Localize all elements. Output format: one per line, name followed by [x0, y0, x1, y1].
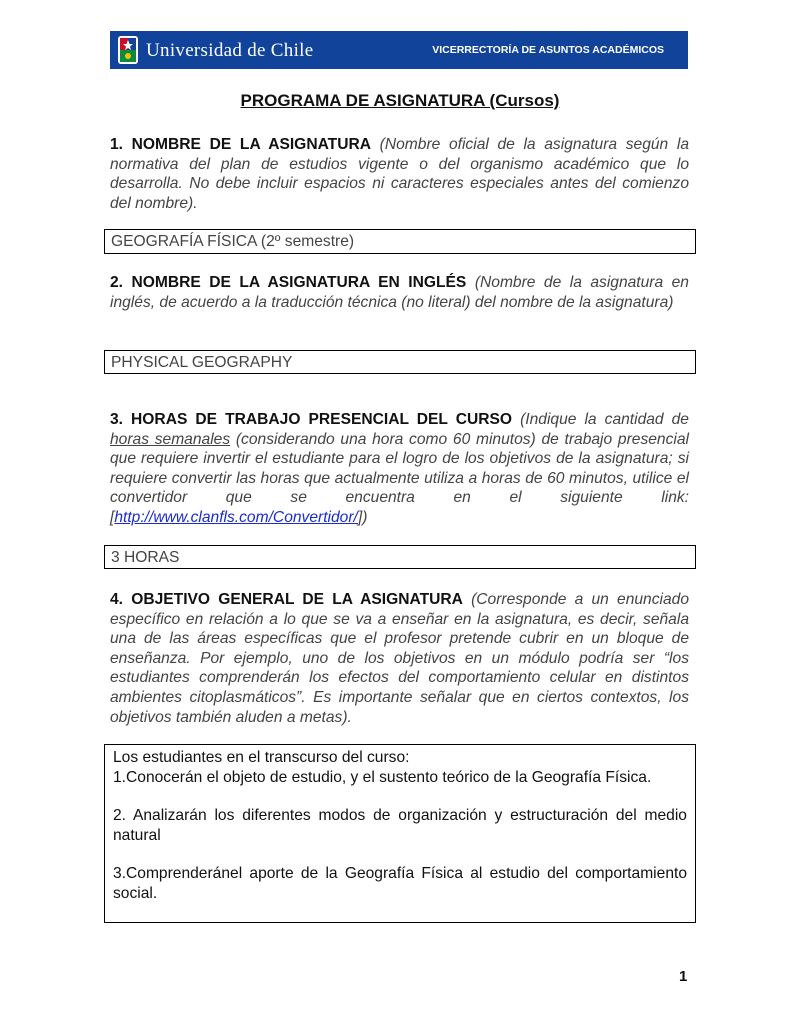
section-1-answer-box: [104, 229, 696, 254]
objectives-intro: Los estudiantes en el transcurso del curso:: [113, 749, 410, 766]
section-1-answer: GEOGRAFÍA FÍSICA (2º semestre): [111, 233, 355, 250]
section-1-hint: (Nombre oficial de la asignatura según la normativa del plan de estudios vigente o del organismo académico que lo desarrolla. No debe incluir espacios ni caracteres especiales antes del comienzo del nombre).: [110, 136, 689, 212]
section-4-text: [110, 590, 689, 727]
page-title: PROGRAMA DE ASIGNATURA (Cursos): [240, 91, 560, 110]
university-name: Universidad de Chile: [146, 40, 314, 61]
section-4-heading: 4. OBJETIVO GENERAL DE LA ASIGNATURA: [110, 591, 463, 608]
section-3-hint: [110, 411, 689, 526]
weekly-hours-term: horas semanales: [110, 430, 231, 448]
section-2-answer: PHYSICAL GEOGRAPHY: [111, 354, 293, 371]
section-3-answer: 3 HORAS: [111, 549, 180, 566]
university-crest-icon: [117, 35, 139, 65]
section-3-answer-box: [104, 545, 696, 569]
converter-link[interactable]: http://www.clanfls.com/Convertidor/: [114, 508, 358, 526]
section-3-hint-end: ]): [357, 508, 368, 526]
office-name: VICERRECTORÍA DE ASUNTOS ACADÉMICOS: [432, 44, 664, 56]
section-2-heading: 2. NOMBRE DE LA ASIGNATURA EN INGLÉS: [110, 274, 467, 291]
section-3-heading: 3. HORAS DE TRABAJO PRESENCIAL DEL CURSO: [110, 411, 513, 428]
section-2-text: [110, 273, 689, 312]
section-3-hint-after: (considerando una hora como 60 minutos) de trabajo presencial que requiere invertir el estudiante para el logro de los objetivos de la asignatura; si requiere convertir las horas que actualmente utiliza a horas de 60 minutos, utilice el convertidor que se encuentra en el siguiente link: [: [110, 430, 689, 526]
objective-item-1: 1.Conocerán el objeto de estudio, y el sustento teórico de la Geografía Física.: [113, 768, 652, 786]
section-1-heading: 1. NOMBRE DE LA ASIGNATURA: [110, 136, 371, 153]
section-2-hint: (Nombre de la asignatura en inglés, de acuerdo a la traducción técnica (no literal) del nombre de la asignatura): [110, 274, 689, 311]
section-3-hint-before: (Indique la cantidad de: [520, 411, 689, 428]
section-4-hint: (Corresponde a un enunciado específico en relación a lo que se va a enseñar en la asignatura, es decir, señala una de las áreas específicas que el profesor pretende cubrir en un bloque de enseñanza. Por ejemplo, uno de los objetivos en un módulo podría ser “los estudiantes comprenderán los efectos del comportamiento celular en distintos ambientes citoplasmáticos”. Es importante señalar que en ciertos contextos, los objetivos también aluden a metas).: [110, 591, 689, 726]
header-banner: [110, 31, 688, 69]
section-3-text: [110, 410, 689, 528]
objective-item-3: 3.Comprenderánel aporte de la Geografía Física al estudio del comportamiento social.: [113, 865, 687, 902]
objective-item-2: 2. Analizarán los diferentes modos de organización y estructuración del medio natural: [113, 807, 687, 844]
section-2-answer-box: [104, 350, 696, 374]
section-1-text: [110, 135, 689, 213]
page-number: 1: [679, 968, 688, 985]
section-4-answer-box: [104, 744, 696, 923]
